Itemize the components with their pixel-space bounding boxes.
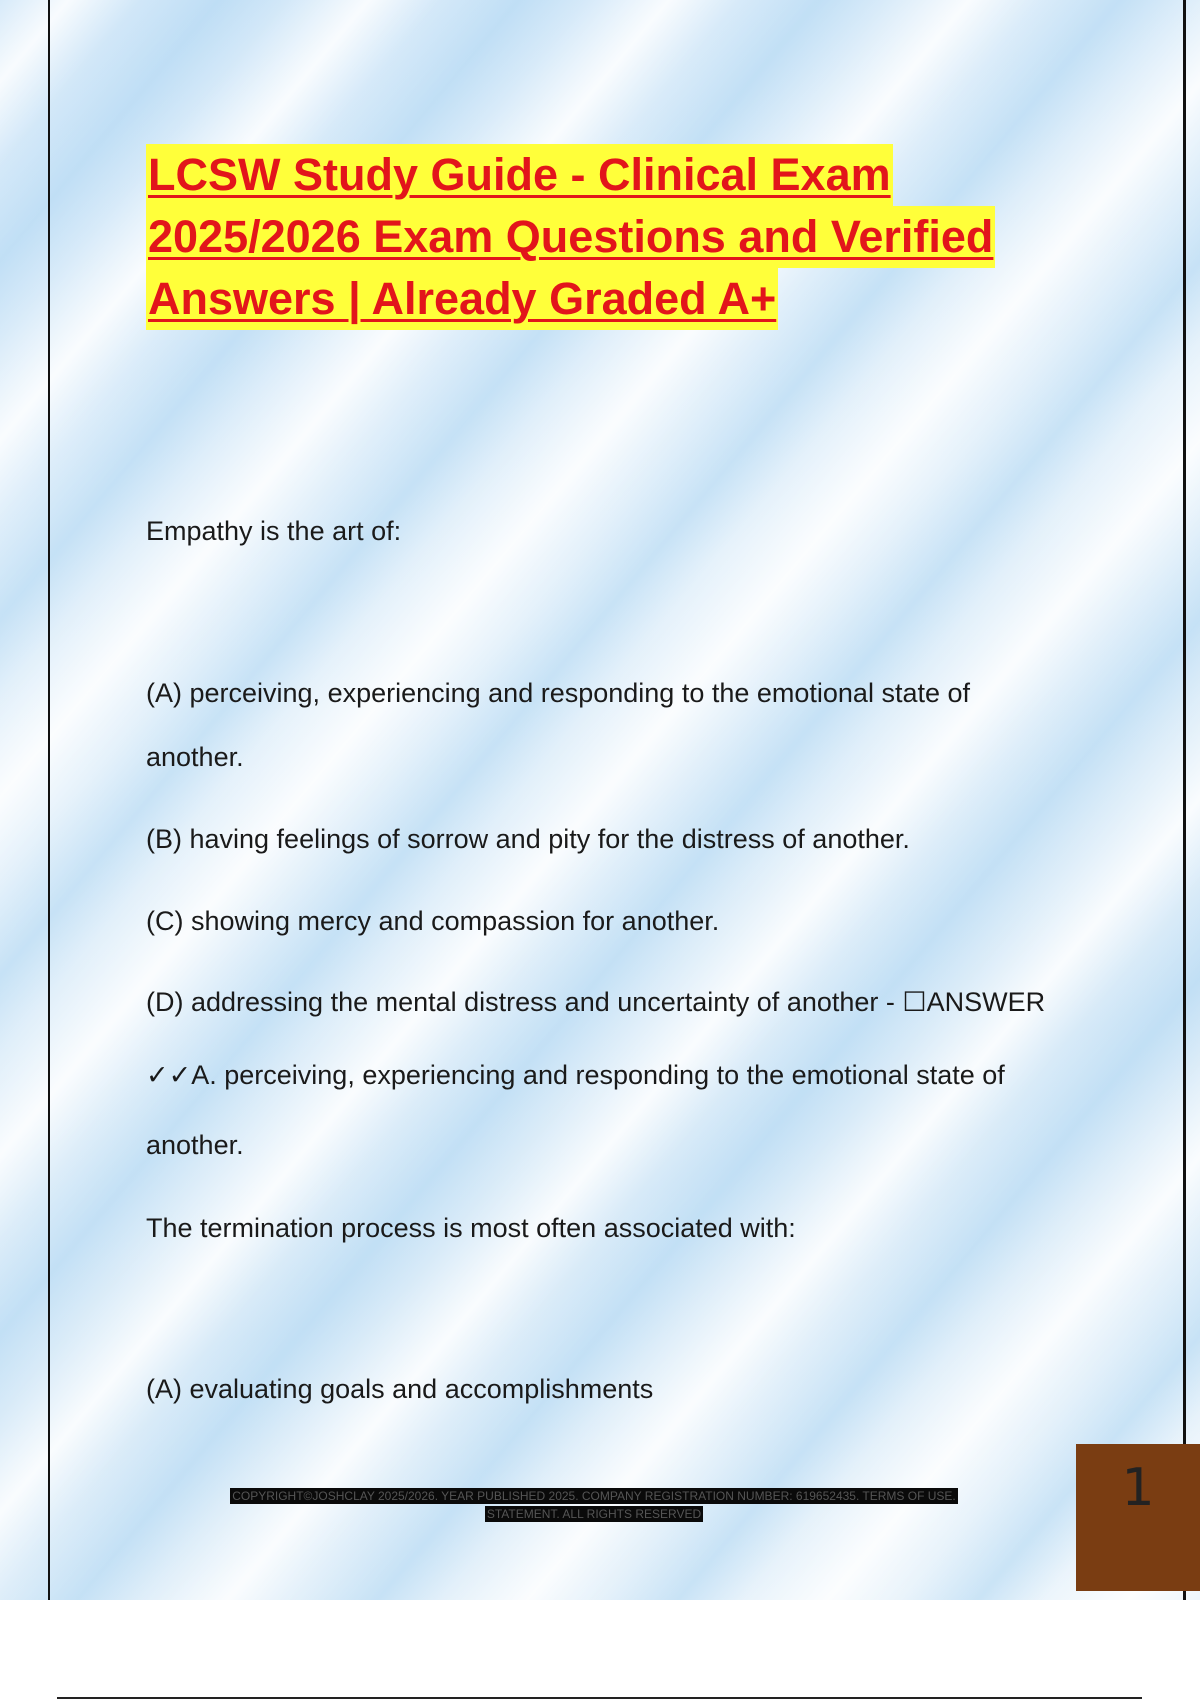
question-1-option-a-continued: another.: [146, 742, 244, 772]
copyright-footer: [178, 1487, 1010, 1523]
page-number: 1: [1121, 1458, 1155, 1518]
question-1-option-c: (C) showing mercy and compassion for another.: [146, 906, 720, 936]
left-border-line: [48, 0, 50, 1600]
copyright-line-1: COPYRIGHT©JOSHCLAY 2025/2026. YEAR PUBLISHED 2025. COMPANY REGISTRATION NUMBER: 619652435. TERMS OF USE.: [232, 1489, 956, 1503]
document-title: [146, 144, 1096, 330]
question-1-option-b: (B) having feelings of sorrow and pity for the distress of another.: [146, 824, 910, 854]
bottom-divider: [57, 1697, 1142, 1699]
question-1-option-a: (A) perceiving, experiencing and responding to the emotional state of: [146, 678, 971, 708]
title-line-1: LCSW Study Guide - Clinical Exam: [146, 144, 893, 206]
title-line-2: 2025/2026 Exam Questions and Verified: [146, 206, 995, 268]
question-1-answer: ✓✓A. perceiving, experiencing and responding to the emotional state of: [146, 1060, 1005, 1090]
question-1-prompt: Empathy is the art of:: [146, 516, 402, 546]
question-2-option-a: (A) evaluating goals and accomplishments: [146, 1374, 654, 1404]
copyright-line-2: STATEMENT. ALL RIGHTS RESERVED: [486, 1507, 702, 1521]
right-border-line: [1183, 0, 1186, 1600]
question-1-answer-continued: another.: [146, 1130, 244, 1160]
title-line-3: Answers | Already Graded A+: [146, 268, 778, 330]
question-1-option-d: (D) addressing the mental distress and uncertainty of another - ☐ANSWER: [146, 987, 1046, 1017]
question-2-prompt: The termination process is most often associated with:: [146, 1213, 796, 1243]
